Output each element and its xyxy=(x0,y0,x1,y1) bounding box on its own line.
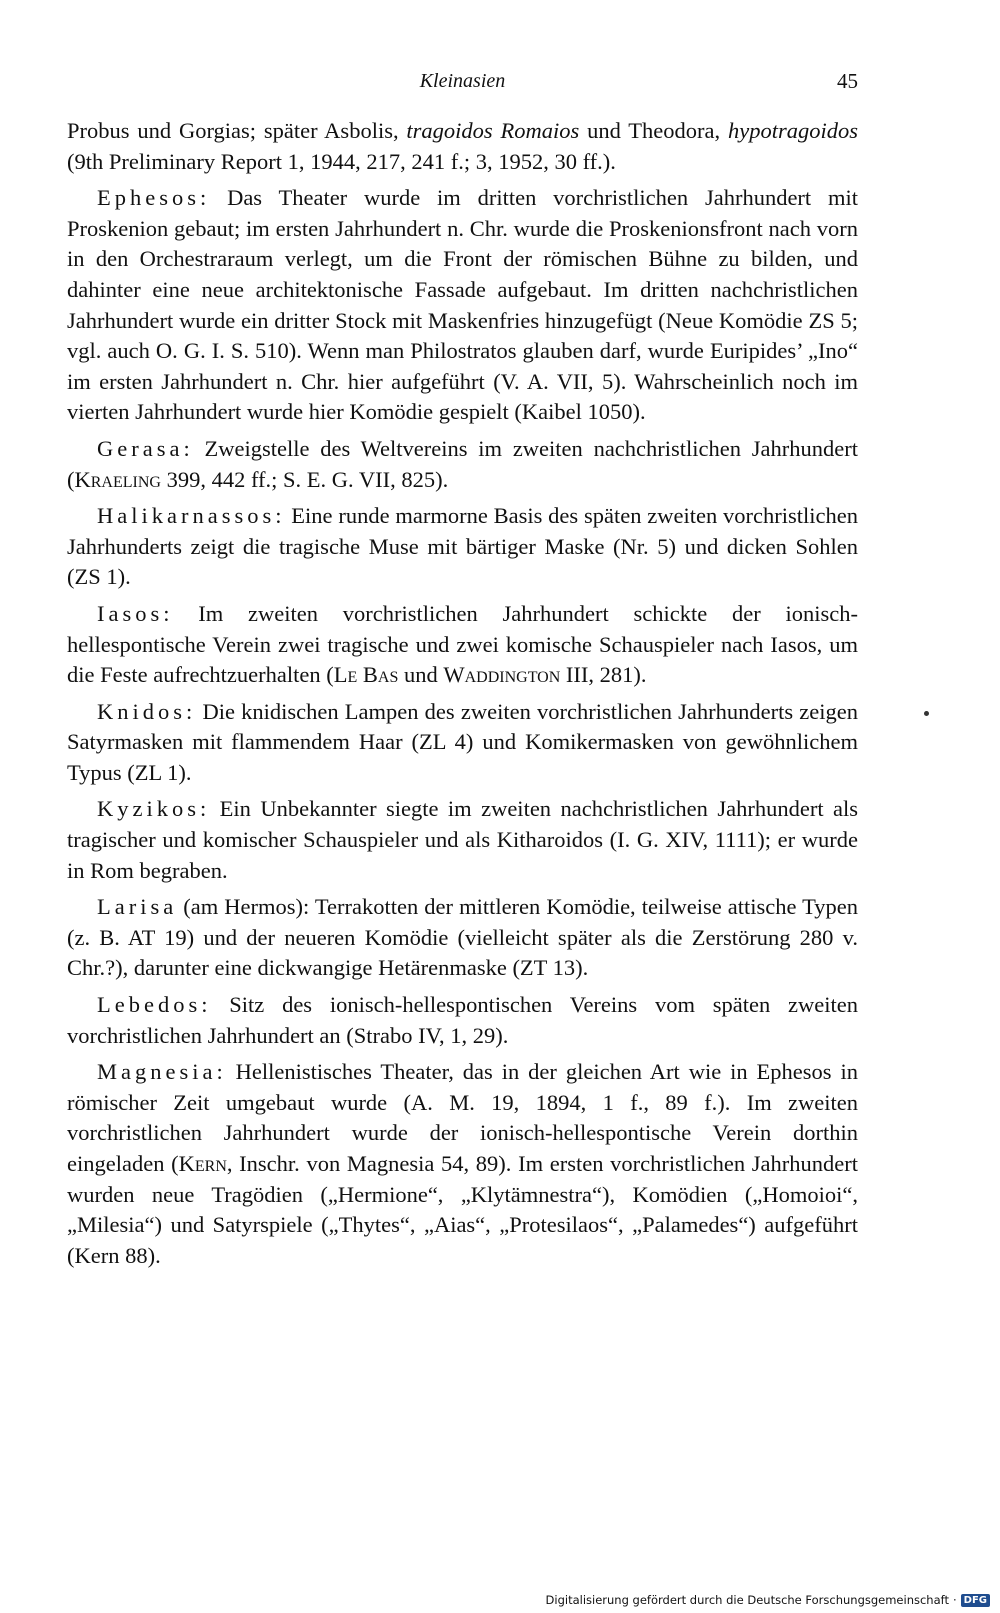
place-name: Knidos: xyxy=(97,698,197,724)
place-name: Iasos: xyxy=(97,600,174,626)
running-title: Kleinasien xyxy=(419,70,506,92)
text-run: (am Hermos): Terrakotten der mittleren Komödie, teilweise attische Typen (z. B. AT 19) und der neueren Komödie (vielleicht später als die Zerstörung 280 v. Chr.?), darunter eine dickwangige Hetärenmaske (ZT 13). xyxy=(67,894,858,981)
margin-speck xyxy=(924,711,929,716)
place-name: Larisa xyxy=(97,894,178,920)
footer-separator: · xyxy=(953,1593,957,1607)
page-number: 45 xyxy=(837,69,858,93)
paragraph-gerasa xyxy=(67,434,858,495)
paragraph-magnesia xyxy=(67,1057,858,1271)
text-run: (9th Preliminary Report 1, 1944, 217, 241 f.; 3, 1952, 30 ff.). xyxy=(67,148,616,174)
place-name: Magnesia: xyxy=(97,1059,227,1085)
place-name: Lebedos: xyxy=(97,992,212,1018)
text-run: Eine runde marmorne Basis des späten zweiten vorchristlichen Jahrhunderts zeigt die tragische Muse mit bärtiger Maske (Nr. 5) und dicken Sohlen (ZS 1). xyxy=(67,503,858,590)
author-name: Le Bas xyxy=(333,662,399,688)
paragraph-iasos xyxy=(67,599,858,691)
italic-term: hypotragoidos xyxy=(727,118,858,143)
text-run: Zweigstelle des Weltvereins im zweiten nachchristlichen Jahrhundert ( xyxy=(67,435,858,492)
author-name: Kern xyxy=(178,1151,227,1176)
paragraph-lebedos xyxy=(67,990,858,1051)
place-name: Gerasa: xyxy=(97,435,194,461)
text-run: Ein Unbekannter siegte im zweiten nachchristlichen Jahrhundert als tragischer und komischer Schauspieler und als Kitharoidos (I. G. XIV, 1111); er wurde in Rom begraben. xyxy=(67,796,858,883)
text-run: Im zweiten vorchristlichen Jahrhundert schickte der ionisch-hellespontische Verein zwei tragische und zwei komische Schauspieler nach Iasos, um die Feste aufrechtzuerhalten ( xyxy=(67,600,858,688)
author-name: Waddington xyxy=(443,662,561,688)
place-name: Kyzikos: xyxy=(97,796,211,822)
text-run: Die knidischen Lampen des zweiten vorchristlichen Jahrhunderts zeigen Satyrmasken mit flammendem Haar (ZL 4) und Komikermasken von gewöhnlichem Typus (ZL 1). xyxy=(67,698,858,785)
text-run: 399, 442 ff.; S. E. G. VII, 825). xyxy=(160,466,449,492)
paragraph-probus xyxy=(67,116,858,177)
body-text xyxy=(67,116,858,1277)
text-run: Sitz des ionisch-hellespontischen Vereins vom späten zweiten vorchristlichen Jahrhundert an (Strabo IV, 1, 29). xyxy=(67,992,858,1048)
paragraph-kyzikos xyxy=(67,794,858,886)
paragraph-ephesos xyxy=(67,183,858,428)
place-name: Ephesos: xyxy=(97,185,211,211)
place-name: Halikarnassos: xyxy=(97,503,286,529)
paragraph-halikarnassos xyxy=(67,501,858,593)
paragraph-larisa xyxy=(67,892,858,984)
italic-term: tragoidos Romaios xyxy=(406,118,580,143)
footer-credit: Digitalisierung gefördert durch die Deutsche Forschungsgemeinschaft xyxy=(545,1593,949,1607)
text-run: und Theodora, xyxy=(579,118,728,143)
author-name: Kraeling xyxy=(74,466,161,492)
paragraph-knidos xyxy=(67,697,858,789)
text-run: Hellenistisches Theater, das in der gleichen Art wie in Ephesos in römischer Zeit umgebaut wurde (A. M. 19, 1894, 1 f., 89 f.). Im zweiten vorchristlichen Jahrhundert wurde der ionisch-hellespontische Verein dorthin eingeladen ( xyxy=(67,1059,858,1176)
text-run: Das Theater wurde im dritten vorchristlichen Jahrhundert mit Proskenion gebaut; im ersten Jahrhundert n. Chr. wurde die Proskenionsfront nach vorn in den Orchestraraum verlegt, um die Front der römischen Bühne zu bilden, und dahinter eine neue architektonische Fassade aufgebaut. Im dritten nachchristlichen Jahrhundert wurde ein dritter Stock mit Maskenfries hinzugefügt (Neue Komödie ZS 5; vgl. auch O. G. I. S. 510). Wenn man Philostratos glauben darf, wurde Euripides’ „Ino“ im ersten Jahrhundert n. Chr. hier aufgeführt (V. A. VII, 5). Wahrscheinlich noch im vierten Jahrhundert wurde hier Komödie gespielt (Kaibel 1050). xyxy=(67,185,858,425)
digitization-footer xyxy=(546,1587,990,1613)
text-run: Probus und Gorgias; später Asbolis, xyxy=(67,118,407,143)
text-run: III, 281). xyxy=(560,662,647,688)
text-run: und xyxy=(398,662,444,688)
text-run: , Inschr. von Magnesia 54, 89). Im ersten vorchristlichen Jahrhundert wurden neue Tragödien („Hermione“, „Klytämnestra“), Komödien („Homoioi“, „Milesia“) und Satyrspiele („Thytes“, „Aias“, „Protesilaos“, „Palamedes“) aufgeführt (Kern 88). xyxy=(67,1151,858,1268)
dfg-logo-icon: DFG xyxy=(961,1594,990,1607)
page-header xyxy=(67,66,858,96)
